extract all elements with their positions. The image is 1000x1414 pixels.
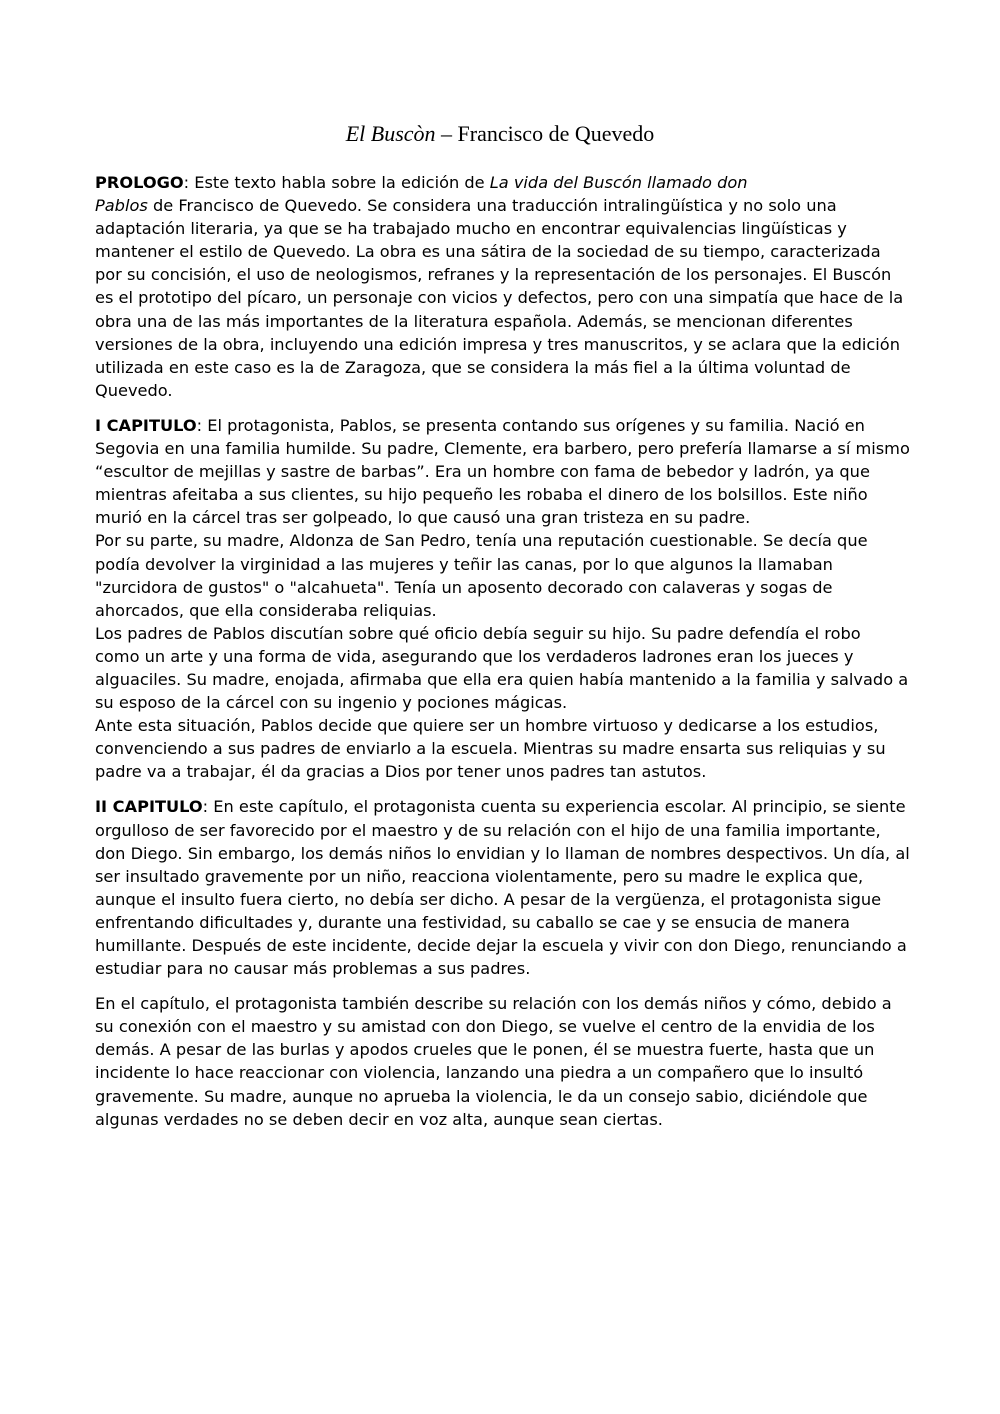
prologo-paragraph	[95, 171, 910, 402]
capitulo-1-paragraph-3: Los padres de Pablos discutían sobre qué oficio debía seguir su hijo. Su padre defendía el robo como un arte y una forma de vida, asegurando que los verdaderos ladrones eran los jueces y alguaciles. Su madre, enojada, afirmaba que ella era quien había mantenido a la familia y salvado a su esposo de la cárcel con su ingenio y pociones mágicas.	[95, 623, 909, 713]
capitulo-1-heading: I CAPITULO	[95, 415, 197, 435]
capitulo-1-paragraph-4: Ante esta situación, Pablos decide que quiere ser un hombre virtuoso y dedicarse a los estudios, convenciendo a sus padres de enviarlo a la escuela. Mientras su madre ensarta sus reliquias y su padre va a trabajar, él da gracias a Dios por tener unos padres tan astutos.	[95, 716, 886, 782]
capitulo-2-heading: II CAPITULO	[95, 797, 203, 817]
capitulo-1-text-1: : El protagonista, Pablos, se presenta contando sus orígenes y su familia. Nació en Segovia en una familia humilde. Su padre, Clemente, era barbero, pero prefería llamarse a sí mismo “escultor de mejillas y sastre de barbas”. Era un hombre con fama de bebedor y ladrón, ya que mientras afeitaba a sus clientes, su hijo pequeño les robaba el dinero de los bolsillos. Este niño murió en la cárcel tras ser golpeado, lo que causó una gran tristeza en su padre.	[95, 415, 910, 528]
document-body	[95, 171, 910, 1143]
capitulo-2-text-1: : En este capítulo, el protagonista cuenta su experiencia escolar. Al principio, se siente orgulloso de ser favorecido por el maestro y de su relación con el hijo de una familia importante, don Diego. Sin embargo, los demás niños lo envidian y lo llaman de nombres despectivos. Un día, al ser insultado gravemente por un niño, reacciona violentamente, pero su madre le explica que, aunque el insulto fuera cierto, no debía ser dicho. A pesar de la vergüenza, el protagonista sigue enfrentando dificultades y, durante una festividad, su caballo se cae y se ensucia de manera humillante. Después de este incidente, decide dejar la escuela y vivir con don Diego, renunciando a estudiar para no causar más problemas a sus padres.	[95, 797, 910, 979]
title-author: Francisco de Quevedo	[457, 121, 655, 146]
prologo-work-title-2: Pablos	[95, 196, 148, 216]
capitulo-1-paragraph-1	[95, 414, 910, 529]
capitulo-1-section	[95, 414, 910, 784]
capitulo-2-paragraph-2: En el capítulo, el protagonista también describe su relación con los demás niños y cómo, debido a su conexión con el maestro y su amistad con don Diego, se vuelve el centro de la envidia de los demás. A pesar de las burlas y apodos crueles que le ponen, él se muestra fuerte, hasta que un incidente lo hace reaccionar con violencia, lanzando una piedra a un compañero que lo insultó gravemente. Su madre, aunque no aprueba la violencia, le da un consejo sabio, diciéndole que algunas verdades no se deben decir en voz alta, aunque sean ciertas.	[95, 994, 892, 1129]
capitulo-1-paragraph-2: Por su parte, su madre, Aldonza de San Pedro, tenía una reputación cuestionable. Se decía que podía devolver la virginidad a las mujeres y teñir las canas, por lo que algunos la llamaban "zurcidora de gustos" o "alcahueta". Tenía un aposento decorado con calaveras y sogas de ahorcados, que ella consideraba reliquias.	[95, 531, 868, 620]
prologo-heading: PROLOGO	[95, 173, 184, 192]
title-separator: –	[435, 121, 458, 146]
title-work: El Buscòn	[345, 121, 436, 146]
prologo-text-1: : Este texto habla sobre la edición de	[183, 173, 490, 192]
prologo-work-title-1: La vida del Buscón llamado don	[489, 173, 748, 192]
document-title	[0, 120, 1000, 148]
capitulo-2-paragraph-1	[95, 795, 910, 980]
prologo-text-2: de Francisco de Quevedo. Se considera una traducción intralingüística y no solo una adaptación literaria, ya que se ha trabajado mucho en encontrar equivalencias lingüísticas y mantener el estilo de Quevedo. La obra es una sátira de la sociedad de su tiempo, caracterizada por su concisión, el uso de neologismos, refranes y la representación de los personajes. El Buscón es el prototipo del pícaro, un personaje con vicios y defectos, pero con una simpatía que hace de la obra una de las más importantes de la literatura española. Además, se mencionan diferentes versiones de la obra, incluyendo una edición impresa y tres manuscritos, y se aclara que la edición utilizada en este caso es la de Zaragoza, que se considera la más fiel a la última voluntad de Quevedo.	[95, 196, 904, 400]
